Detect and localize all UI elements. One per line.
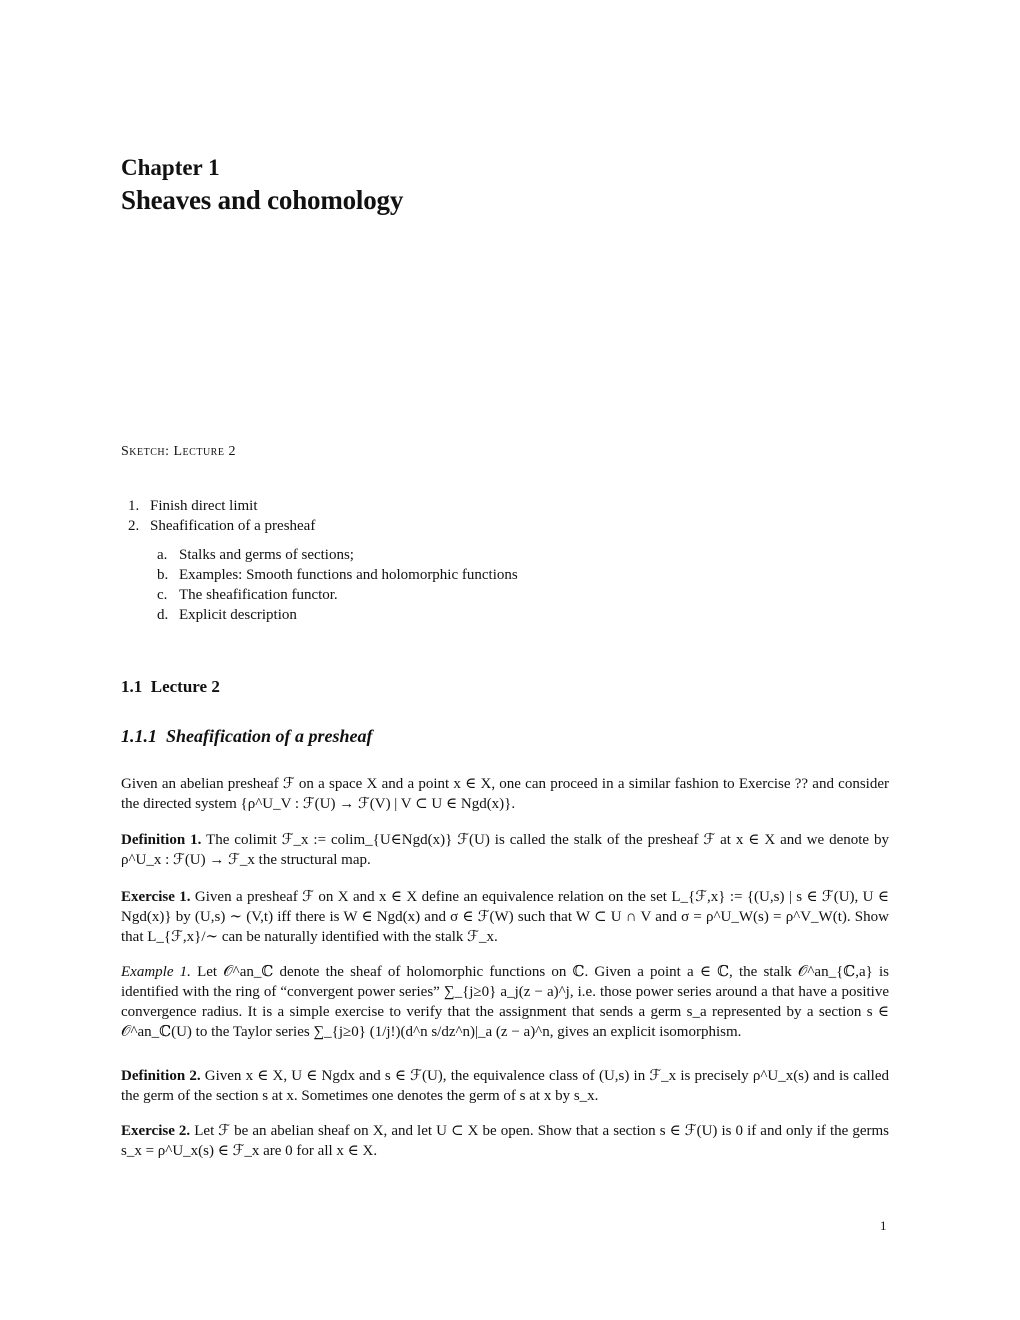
exercise-2: Exercise 2. Let ℱ be an abelian sheaf on X, and let U ⊂ X be open. Show that a section s ∈ ℱ(U) is 0 if and only if the germs s_x = ρ^U_x(s) ∈ ℱ_x are 0 for all x ∈ X. (121, 1123, 890, 1159)
sketch-heading: Sketch: Lecture 2 (121, 444, 236, 459)
outline-subitem: d. Explicit description (157, 607, 297, 623)
example-1: Example 1. Let 𝒪^an_ℂ denote the sheaf of holomorphic functions on ℂ. Given a point a ∈ ℂ, the stalk 𝒪^an_{ℂ,a} is identified with the ring of “convergent power series” ∑_{j≥0} a_j(z − a)^j, i.e. those power series around a that have a positive convergence radius. It is a simple exercise to verify that the assignment that sends a germ s_a represented by a section s ∈ 𝒪^an_ℂ(U) to the Taylor series ∑_{j≥0} (1/j!)(d^n s/dz^n)|_a (z − a)^n, gives an explicit isomorphism. (121, 964, 889, 1040)
definition-2: Definition 2. Given x ∈ X, U ∈ Ngdx and s ∈ ℱ(U), the equivalence class of (U,s) in ℱ_x is precisely ρ^U_x(s) and is called the germ of the section s at x. Sometimes one denotes the germ of s at x by s_x. (121, 1068, 889, 1104)
lecture-outline (128, 496, 518, 625)
outline-subitem: c. The sheafification functor. (157, 587, 338, 603)
page-number: 1 (880, 1218, 887, 1233)
outline-item: 1. Finish direct limit (128, 498, 258, 514)
section-heading: 1.1 Lecture 2 (121, 677, 220, 696)
outline-item: 2. Sheafification of a presheaf (128, 518, 316, 534)
definition-1: Definition 1. The colimit ℱ_x := colim_{U∈Ngd(x)} ℱ(U) is called the stalk of the presheaf ℱ at x ∈ X and we denote by ρ^U_x : ℱ(U) → ℱ_x the structural map. (121, 832, 890, 868)
outline-subitem: a. Stalks and germs of sections; (157, 547, 354, 563)
chapter-title: Sheaves and cohomology (121, 185, 404, 215)
intro-paragraph: Given an abelian presheaf ℱ on a space X and a point x ∈ X, one can proceed in a similar fashion to Exercise ?? and consider the directed system {ρ^U_V : ℱ(U) → ℱ(V) | V ⊂ U ∈ Ngd(x)}. (121, 776, 889, 812)
chapter-label: Chapter 1 (121, 155, 220, 180)
exercise-1: Exercise 1. Given a presheaf ℱ on X and x ∈ X define an equivalence relation on the set L_{ℱ,x} := {(U,s) | s ∈ ℱ(U), U ∈ Ngd(x)} by (U,s) ∼ (V,t) iff there is W ∈ Ngd(x) and σ ∈ ℱ(W) such that W ⊂ U ∩ V and σ = ρ^U_W(s) = ρ^V_W(t). Show that L_{ℱ,x}/∼ can be naturally identified with the stalk ℱ_x. (121, 889, 890, 945)
subsection-heading: 1.1.1 Sheafification of a presheaf (121, 726, 373, 746)
outline-subitem: b. Examples: Smooth functions and holomorphic functions (157, 567, 518, 583)
